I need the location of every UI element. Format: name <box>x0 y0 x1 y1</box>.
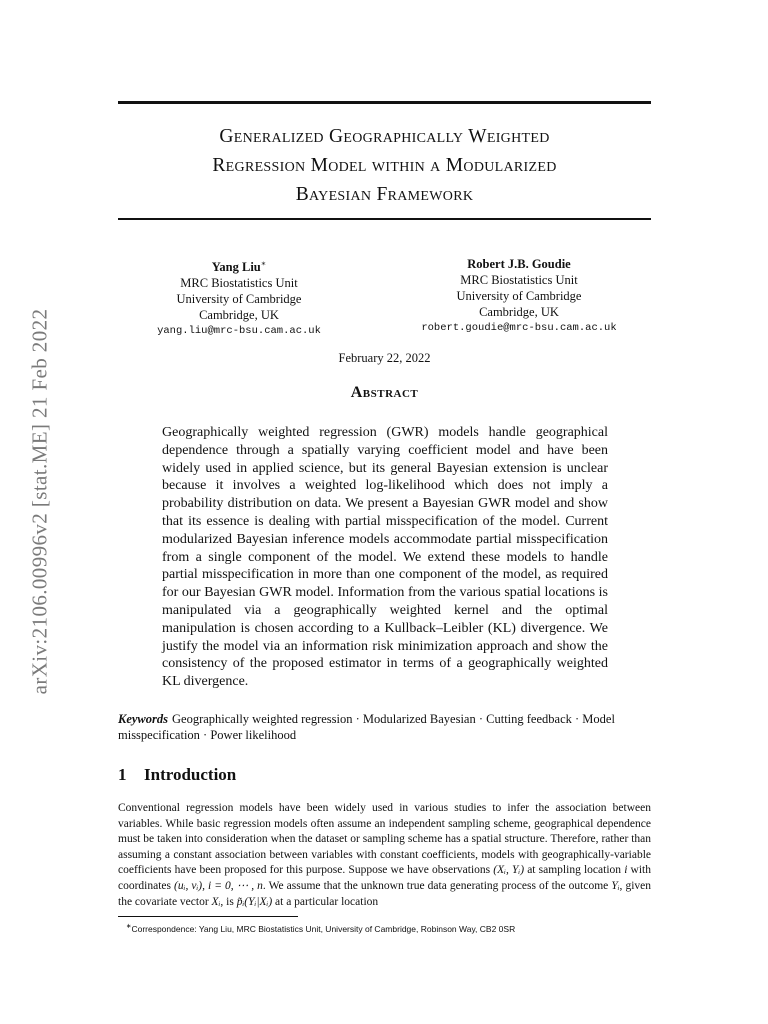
publication-date: February 22, 2022 <box>338 351 431 365</box>
math-density: p̃ᵢ(Yᵢ|Xᵢ) <box>236 895 273 908</box>
keywords-label: Keywords <box>118 712 168 726</box>
abstract-text: Geographically weighted regression (GWR) models handle geographical dependence through a spatially varying coefficient model and have been widely used in applied science, but its general Bayesian extension is unclear because it involves a weighted log-likelihood which does not imply a probability distribution on data. We present a Bayesian GWR model and show that its essence is dealing with partial misspecification of the model. Current modularized Bayesian inference models accommodate partial misspecification from a single component of the model. We extend these models to handle partial misspecification in more than one component of the model, as required for our Bayesian GWR model. Information from the various spatial locations is manipulated via a geographically weighted kernel and the optimal manipulation is chosen according to a Kullback–Leibler (KL) divergence. We justify the model via an information risk minimization approach and show the consistency of the proposed estimator in terms of a geographically weighted KL divergence. <box>162 425 608 690</box>
author-2-location: Cambridge, UK <box>479 305 559 319</box>
author-1 <box>136 256 342 339</box>
intro-paragraph: Conventional regression models have been widely used in various studies to infer the association between variables. While basic regression models often assume an independent sampling scheme, geographical dependence must be taken into consideration when the dataset or sampling scheme has a spatial structure. Therefore, rather than assuming a constant association between variables with constant coefficients, models with geographically-variable coefficients have been proposed for this purpose. Suppose we have observations (Xᵢ, Yᵢ) at sampling location i with coordinates (uᵢ, vᵢ), i = 0, ⋯ , n. We assume that the unknown true data generating process of the outcome Yᵢ, given the covariate vector Xᵢ, is p̃ᵢ(Yᵢ|Xᵢ) at a particular location <box>118 802 651 908</box>
author-1-email[interactable]: yang.liu@mrc-bsu.cam.ac.uk <box>157 325 321 338</box>
author-2-name: Robert J.B. Goudie <box>467 257 571 271</box>
footnote-rule <box>118 916 298 917</box>
title-line-1: Generalized Geographically Weighted <box>219 126 550 147</box>
author-1-location: Cambridge, UK <box>199 308 279 323</box>
author-2-email[interactable]: robert.goudie@mrc-bsu.cam.ac.uk <box>421 322 617 334</box>
author-1-affiliation: MRC Biostatistics Unit <box>180 276 298 291</box>
section-number: 1 <box>118 765 127 784</box>
arxiv-stamp <box>16 266 64 736</box>
math-index: i <box>624 864 628 877</box>
footnote <box>126 921 646 935</box>
title-bottom-rule <box>118 218 651 220</box>
author-2-affiliation: MRC Biostatistics Unit <box>460 273 578 287</box>
footnote-mark: ∗ <box>126 923 132 930</box>
author-2 <box>396 256 642 336</box>
section-title: Introduction <box>144 765 237 784</box>
author-1-footnote-mark: ∗ <box>260 259 267 268</box>
keywords <box>118 711 651 743</box>
title-line-2: Regression Model within a Modularized <box>212 155 557 176</box>
author-1-institution: University of Cambridge <box>176 292 302 307</box>
math-covariate: Xᵢ <box>211 895 221 908</box>
footnote-text: Correspondence: Yang Liu, MRC Biostatistics Unit, University of Cambridge, Robinson Way, CB2 0SR <box>131 923 516 934</box>
math-observations: (Xᵢ, Yᵢ) <box>493 864 525 877</box>
author-2-institution: University of Cambridge <box>456 289 582 303</box>
paper-title <box>118 122 651 209</box>
keywords-text: Geographically weighted regression · Modularized Bayesian · Cutting feedback · Model misspecification · Power likelihood <box>118 712 615 742</box>
title-line-3: Bayesian Framework <box>295 184 474 205</box>
math-outcome: Yᵢ <box>611 879 620 892</box>
section-heading <box>118 765 651 785</box>
abstract-heading: Abstract <box>350 384 419 401</box>
author-1-name: Yang Liu∗ <box>211 259 267 275</box>
title-top-rule <box>118 101 651 104</box>
math-coordinates: (uᵢ, vᵢ), i = 0, ⋯ , n <box>174 879 263 892</box>
arxiv-stamp-text: arXiv:2106.00996v2 [stat.ME] 21 Feb 2022 <box>27 308 52 694</box>
